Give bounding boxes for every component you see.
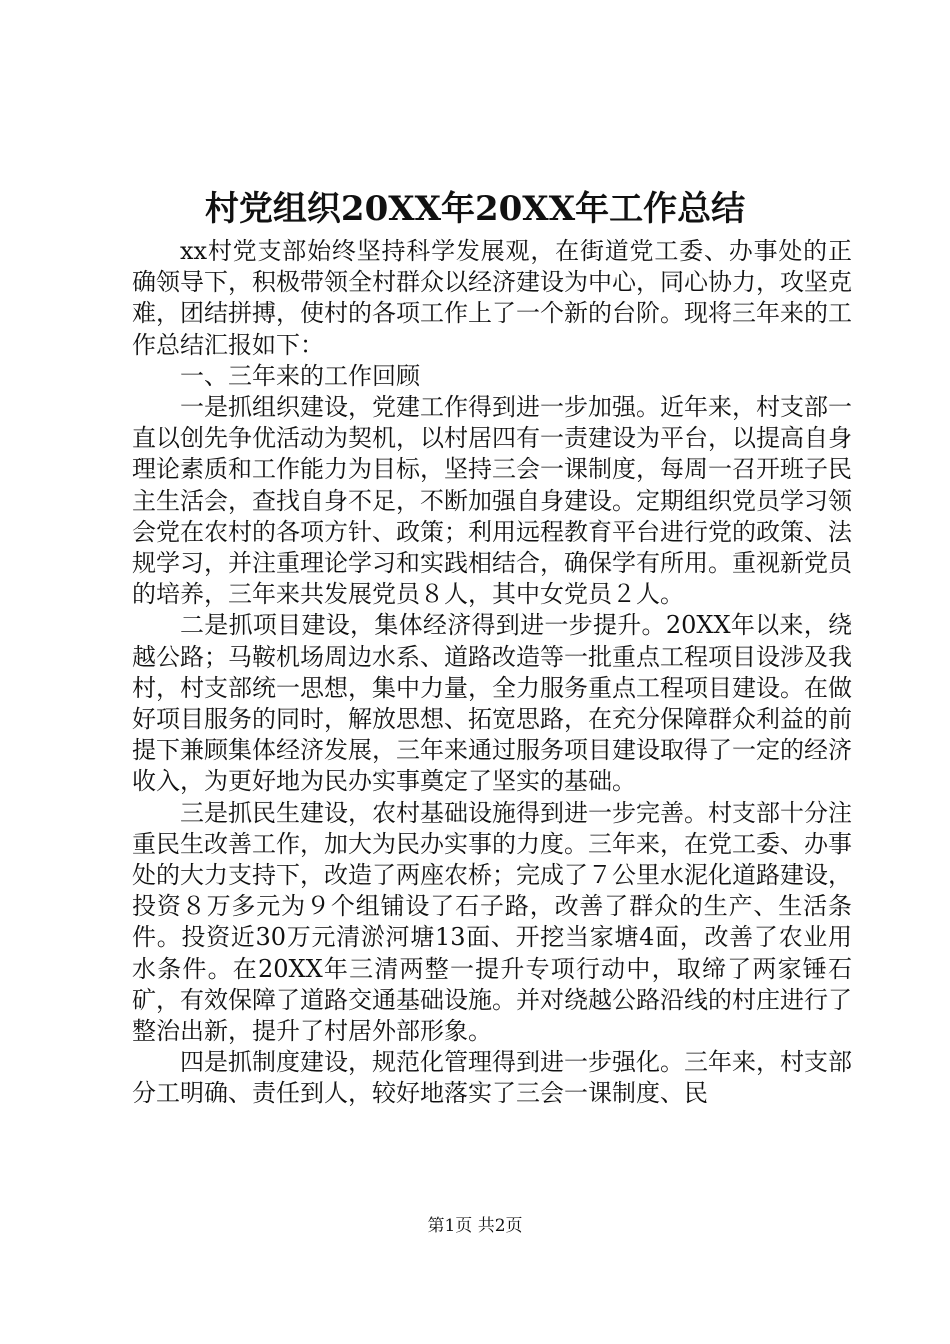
document-body (132, 236, 852, 1110)
paragraph-intro: xx村党支部始终坚持科学发展观，在街道党工委、办事处的正确领导下，积极带领全村群众以经济建设为中心，同心协力，攻坚克难，团结拼搏，使村的各项工作上了一个新的台阶。现将三年来的工作总结汇报如下： (132, 237, 852, 359)
document-title: 村党组织20XX年20XX年工作总结 (204, 189, 746, 229)
paragraph-organization: 一是抓组织建设，党建工作得到进一步加强。近年来，村支部一直以创先争优活动为契机，以村居四有一责建设为平台，以提高自身理论素质和工作能力为目标，坚持三会一课制度，每周一召开班子民主生活会，查找自身不足，不断加强自身建设。定期组织党员学习领会党在农村的各项方针、政策；利用远程教育平台进行党的政策、法规学习，并注重理论学习和实践相结合，确保学有所用。重视新党员的培养，三年来共发展党员８人，其中女党员２人。 (132, 393, 852, 609)
paragraph-projects: 二是抓项目建设，集体经济得到进一步提升。20XX年以来，绕越公路；马鞍机场周边水系、道路改造等一批重点工程项目设涉及我村，村支部统一思想，集中力量，全力服务重点工程项目建设。在做好项目服务的同时，解放思想、拓宽思路，在充分保障群众利益的前提下兼顾集体经济发展，三年来通过服务项目建设取得了一定的经济收入，为更好地为民办实事奠定了坚实的基础。 (132, 611, 852, 796)
paragraph-institution: 四是抓制度建设，规范化管理得到进一步强化。三年来，村支部分工明确、责任到人，较好地落实了三会一课制度、民 (132, 1048, 852, 1108)
section-heading-review: 一、三年来的工作回顾 (180, 361, 420, 390)
paragraph-livelihood: 三是抓民生建设，农村基础设施得到进一步完善。村支部十分注重民生改善工作，加大为民办实事的力度。三年来，在党工委、办事处的大力支持下，改造了两座农桥；完成了７公里水泥化道路建设，投资８万多元为９个组铺设了石子路，改善了群众的生产、生活条件。投资近30万元清淤河塘13面、开挖当家塘4面，改善了农业用水条件。在20XX年三清两整一提升专项行动中，取缔了两家锤石矿，有效保障了道路交通基础设施。并对绕越公路沿线的村庄进行了整治出新，提升了村居外部形象。 (132, 798, 852, 1046)
page-number: 第1页 共2页 (427, 1216, 523, 1236)
